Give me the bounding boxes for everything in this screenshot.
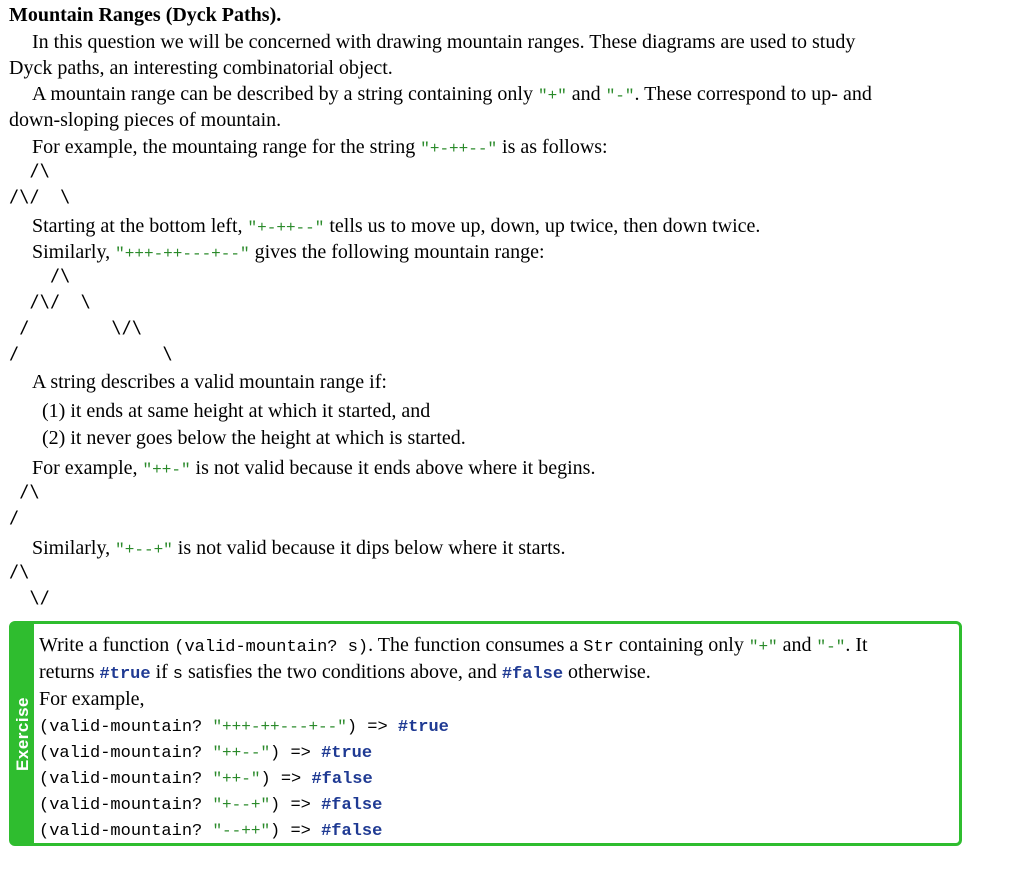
exercise-box [9,621,962,846]
exercise-line-2: returns #true if s satisfies the two conditions above, and #false otherwise. [39,661,651,684]
example-call: (valid-mountain? "--++") => #false [39,822,383,841]
intro-line-1: In this question we will be concerned with drawing mountain ranges. These diagrams are used to study [32,31,856,53]
example-call: (valid-mountain? "++-") => #false [39,770,373,789]
conditions-intro: A string describes a valid mountain range if: [32,371,387,393]
example-call: (valid-mountain? "+++-++---+--") => #true [39,718,449,737]
intro-line-3: A mountain range can be described by a string containing only "+" and "-". These correspond to up- and [32,83,872,105]
mountain-diagram-1: /\ /\/ \ [9,161,71,207]
invalid-example-1: For example, "++-" is not valid because it ends above where it begins. [32,457,596,479]
example-call: (valid-mountain? "++--") => #true [39,744,373,763]
example-call: (valid-mountain? "+--+") => #false [39,796,383,815]
exercise-line-1: Write a function (valid-mountain? s). The function consumes a Str containing only "+" and "-". It [39,634,868,657]
exercise-tab: Exercise [12,624,34,843]
exercise-line-3: For example, [39,688,145,710]
condition-2: (2) it never goes below the height at which is started. [42,427,466,449]
mountain-diagram-3: /\ / [9,482,40,528]
invalid-example-2: Similarly, "+--+" is not valid because it dips below where it starts. [32,537,566,559]
para2-line-2: Similarly, "+++-++---+--" gives the following mountain range: [32,241,545,263]
intro-line-5: For example, the mountaing range for the string "+-++--" is as follows: [32,136,608,158]
section-title: Mountain Ranges (Dyck Paths). [9,4,282,26]
mountain-diagram-4: /\ \/ [9,562,50,608]
intro-line-4: down-sloping pieces of mountain. [9,109,282,131]
condition-1: (1) it ends at same height at which it started, and [42,400,431,422]
intro-line-2: Dyck paths, an interesting combinatorial object. [9,57,393,79]
para2-line-1: Starting at the bottom left, "+-++--" tells us to move up, down, up twice, then down twice. [32,215,761,237]
mountain-diagram-2: /\ /\/ \ / \/\ / \ [9,266,173,364]
